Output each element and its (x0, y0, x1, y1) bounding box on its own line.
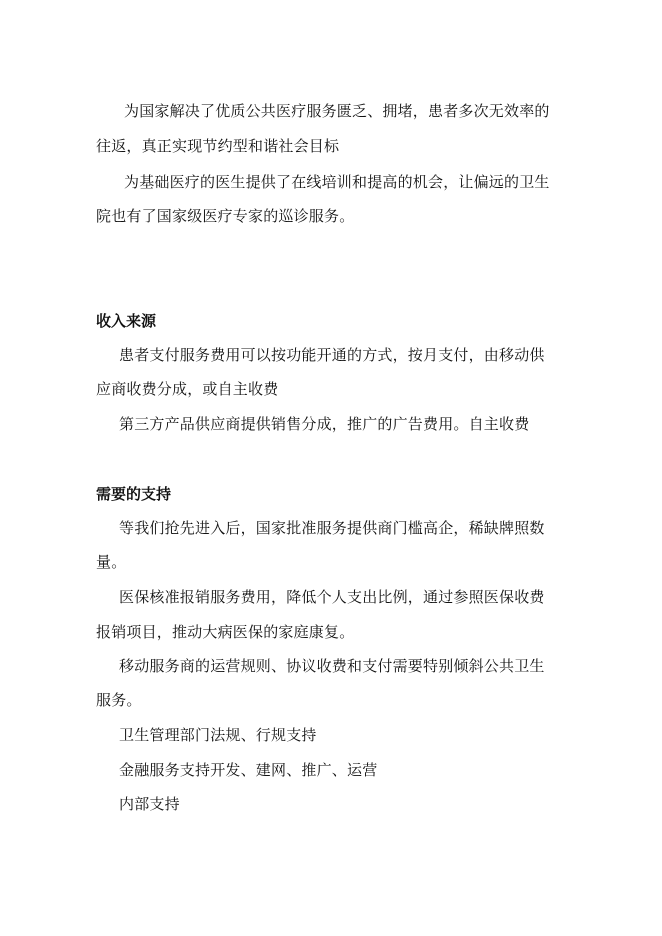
income-paragraph-2-line-1: 第三方产品供应商提供销售分成，推广的广告费用。自主收费 (119, 415, 530, 433)
support-paragraph-1-line-2: 量。 (96, 553, 127, 571)
support-paragraph-3-line-2: 服务。 (96, 691, 142, 709)
income-heading: 收入来源 (96, 312, 157, 330)
support-paragraph-2-line-1: 医保核准报销服务费用，降低个人支出比例，通过参照医保收费 (119, 588, 545, 606)
support-paragraph-1-line-1: 等我们抢先进入后，国家批准服务提供商门槛高企，稀缺牌照数 (119, 519, 545, 537)
intro-paragraph-2-line-1: 为基础医疗的医生提供了在线培训和提高的机会，让偏远的卫生 (124, 173, 550, 191)
support-item-2: 金融服务支持开发、建网、推广、运营 (119, 761, 378, 779)
income-paragraph-1-line-1: 患者支付服务费用可以按功能开通的方式，按月支付，由移动供 (119, 346, 545, 364)
intro-paragraph-1-line-1: 为国家解决了优质公共医疗服务匮乏、拥堵，患者多次无效率的 (124, 102, 550, 120)
support-item-1: 卫生管理部门法规、行规支持 (119, 726, 317, 744)
intro-paragraph-1-line-2: 往返，真正实现节约型和谐社会目标 (96, 137, 340, 155)
support-heading: 需要的支持 (96, 485, 172, 503)
income-paragraph-1-line-2: 应商收费分成，或自主收费 (96, 380, 279, 398)
support-item-3: 内部支持 (119, 795, 180, 813)
support-paragraph-3-line-1: 移动服务商的运营规则、协议收费和支付需要特别倾斜公共卫生 (119, 657, 545, 675)
support-paragraph-2-line-2: 报销项目，推动大病医保的家庭康复。 (96, 623, 355, 641)
intro-paragraph-2-line-2: 院也有了国家级医疗专家的巡诊服务。 (96, 207, 355, 225)
